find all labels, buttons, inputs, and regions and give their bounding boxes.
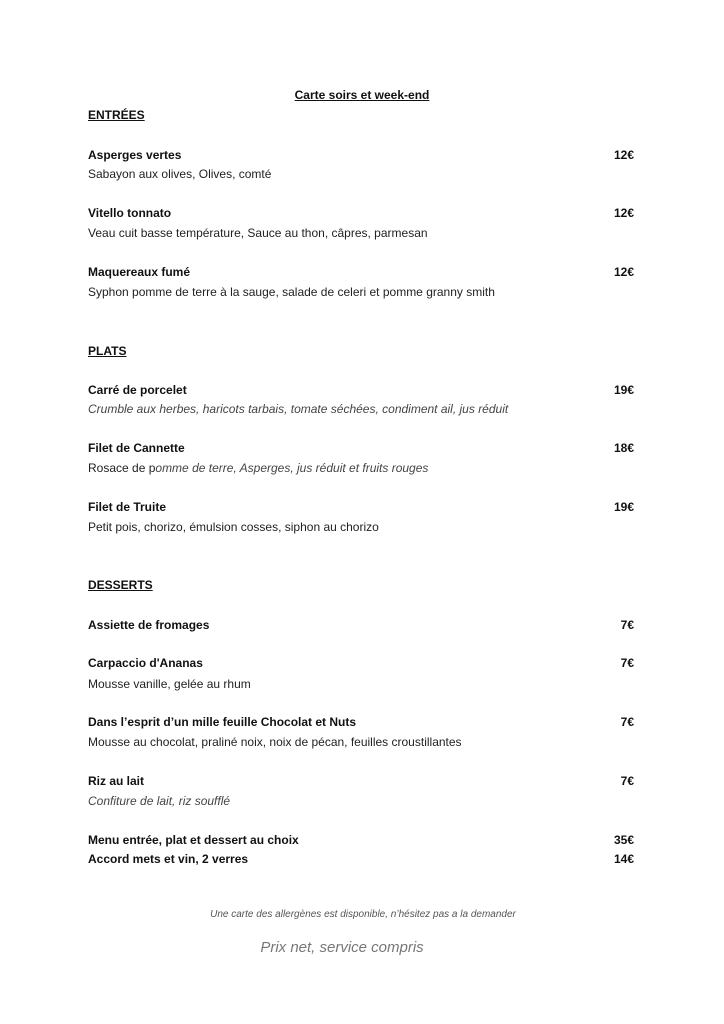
item-name: Maquereaux fumé	[88, 265, 191, 279]
item-name: Filet de Truite	[88, 500, 167, 514]
item-price: 19€	[613, 383, 634, 397]
item-name: Assiette de fromages	[88, 618, 210, 632]
description-plain: Rosace de p	[88, 461, 156, 475]
item-name: Vitello tonnato	[88, 206, 172, 220]
item-description: Mousse vanille, gelée au rhum	[88, 677, 251, 691]
allergen-note: Une carte des allergènes est disponible, n’hésitez pas a la demander	[210, 909, 516, 920]
item-description: Petit pois, chorizo, émulsion cosses, siphon au chorizo	[88, 520, 379, 534]
formule-price: 35€	[613, 833, 634, 847]
item-description: Mousse au chocolat, praliné noix, noix de pécan, feuilles croustillantes	[88, 735, 462, 749]
item-name: Riz au lait	[88, 774, 145, 788]
formule-name: Accord mets et vin, 2 verres	[88, 852, 249, 866]
item-name: Filet de Cannette	[88, 441, 185, 455]
item-price: 19€	[613, 500, 634, 514]
description-italic: omme de terre, Asperges, jus réduit et fruits rouges	[155, 461, 429, 475]
item-description: Confiture de lait, riz soufflé	[88, 794, 231, 808]
item-description: Crumble aux herbes, haricots tarbais, tomate séchées, condiment ail, jus réduit	[88, 402, 509, 416]
formule-name: Menu entrée, plat et dessert au choix	[88, 833, 299, 847]
item-price: 7€	[620, 715, 634, 729]
item-description	[88, 460, 428, 476]
section-heading-entrees: ENTRÉES	[88, 108, 145, 122]
item-description: Sabayon aux olives, Olives, comté	[88, 167, 272, 181]
item-price: 12€	[613, 206, 634, 220]
formule-price: 14€	[613, 852, 634, 866]
menu-title: Carte soirs et week-end	[294, 88, 430, 102]
item-description: Veau cuit basse température, Sauce au thon, câpres, parmesan	[88, 226, 428, 240]
item-price: 7€	[620, 774, 634, 788]
price-note: Prix net, service compris	[260, 939, 424, 956]
item-price: 18€	[613, 441, 634, 455]
section-heading-desserts: DESSERTS	[88, 578, 153, 592]
section-heading-plats: PLATS	[88, 344, 127, 358]
item-name: Carpaccio d'Ananas	[88, 656, 203, 670]
item-description: Syphon pomme de terre à la sauge, salade de celeri et pomme granny smith	[88, 285, 495, 299]
item-price: 12€	[613, 148, 634, 162]
item-price: 7€	[620, 618, 634, 632]
item-name: Asperges vertes	[88, 148, 182, 162]
item-name: Dans l’esprit d’un mille feuille Chocolat et Nuts	[88, 715, 357, 729]
item-price: 12€	[613, 265, 634, 279]
item-price: 7€	[620, 656, 634, 670]
item-name: Carré de porcelet	[88, 383, 187, 397]
